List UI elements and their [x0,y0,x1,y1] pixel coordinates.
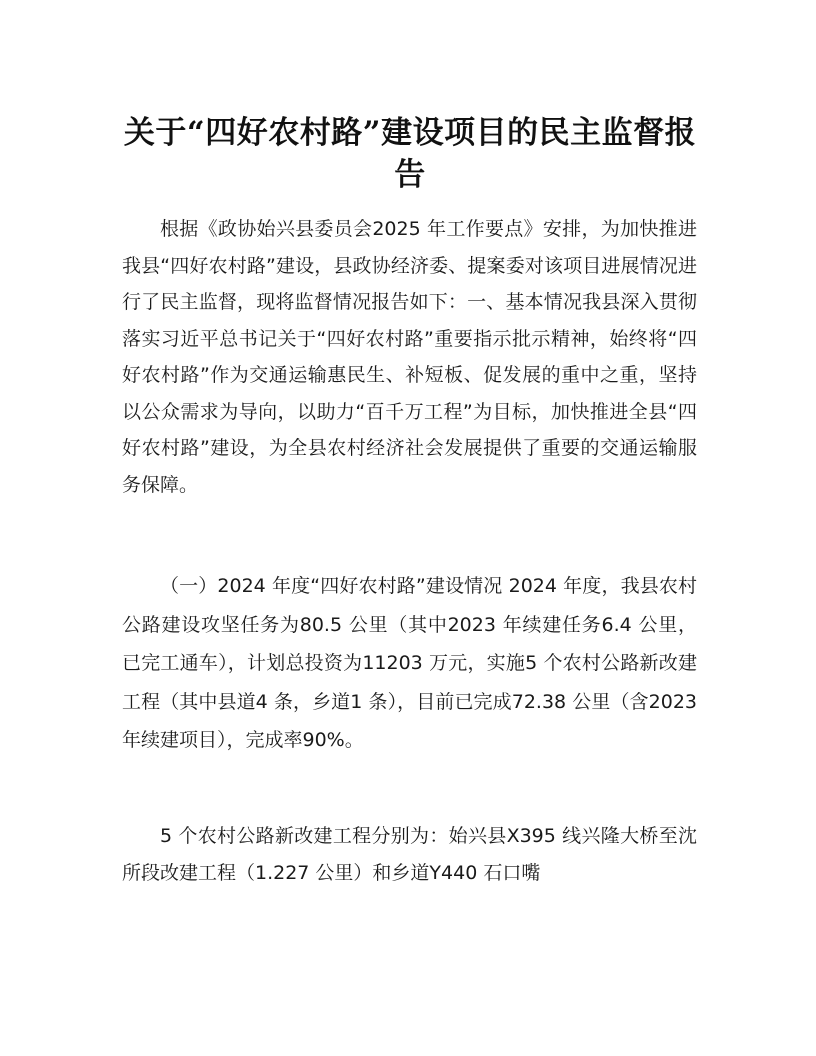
document-title: 关于“四好农村路”建设项目的民主监督报告 [123,115,697,193]
body-paragraph-3: 5 个农村公路新改建工程分别为：始兴县X395 线兴隆大桥至沈所段改建工程（1.227 公里）和乡道Y440 石口嘴 [122,825,697,884]
body-paragraph-1: 根据《政协始兴县委员会2025 年工作要点》安排，为加快推进我县“四好农村路”建设，县政协经济委、提案委对该项目进展情况进行了民主监督，现将监督情况报告如下：一、基本情况我县深入贯彻落实习近平总书记关于“四好农村路”重要指示批示精神，始终将“四好农村路”作为交通运输惠民生、补短板、促发展的重中之重，坚持以公众需求为导向，以助力“百千万工程”为目标，加快推进全县“四好农村路”建设，为全县农村经济社会发展提供了重要的交通运输服务保障。 [122,218,697,496]
body-paragraph-2: （一）2024 年度“四好农村路”建设情况 2024 年度，我县农村公路建设攻坚任务为80.5 公里（其中2023 年续建任务6.4 公里，已完工通车），计划总投资为11203 万元，实施5 个农村公路新改建工程（其中县道4 条，乡道1 条），目前已完成72.38 公里（含2023 年续建项目），完成率90%。 [122,575,697,751]
